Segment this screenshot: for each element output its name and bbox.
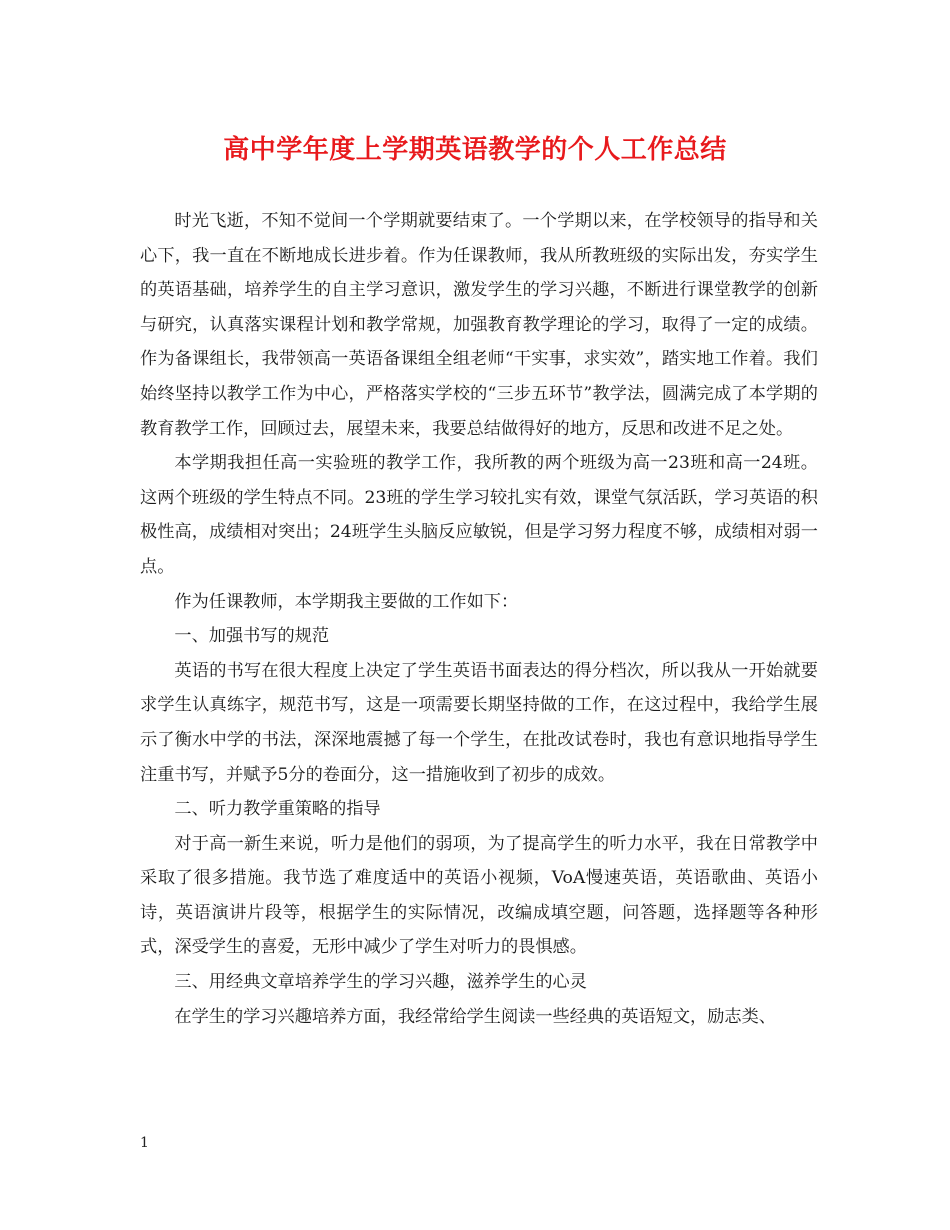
section-heading-listening: 二、听力教学重策略的指导 — [174, 799, 381, 820]
document-body — [140, 204, 818, 1034]
paragraph-intro: 时光飞逝，不知不觉间一个学期就要结束了。一个学期以来，在学校领导的指导和关心下，我一直在不断地成长进步着。作为任课教师，我从所教班级的实际出发，夯实学生的英语基础，培养学生的自主学习意识，激发学生的学习兴趣，不断进行课堂教学的创新与研究，认真落实课程计划和教学常规，加强教育教学理论的学习，取得了一定的成绩。作为备课组长，我带领高一英语备课组全组老师“干实事，求实效”，踏实地工作着。我们始终坚持以教学工作为中心，严格落实学校的“三步五环节”教学法，圆满完成了本学期的教育教学工作，回顾过去，展望未来，我要总结做得好的地方，反思和改进不足之处。 — [140, 211, 818, 439]
section-heading-writing: 一、加强书写的规范 — [174, 626, 330, 647]
paragraph-classes: 本学期我担任高一实验班的教学工作，我所教的两个班级为高一23班和高一24班。这两个班级的学生特点不同。23班的学生学习较扎实有效，课堂气氛活跃，学习英语的积极性高，成绩相对突出；24班学生头脑反应敏锐，但是学习努力程度不够，成绩相对弱一点。 — [140, 453, 818, 577]
paragraph-writing: 英语的书写在很大程度上决定了学生英语书面表达的得分档次，所以我从一开始就要求学生认真练字，规范书写，这是一项需要长期坚持做的工作，在这过程中，我给学生展示了衡水中学的书法，深深地震撼了每一个学生，在批改试卷时，我也有意识地指导学生注重书写，并赋予5分的卷面分，这一措施收到了初步的成效。 — [140, 660, 818, 785]
paragraph-work-intro: 作为任课教师，本学期我主要做的工作如下： — [174, 591, 519, 612]
paragraph-listening: 对于高一新生来说，听力是他们的弱项，为了提高学生的听力水平，我在日常教学中采取了很多措施。我节选了难度适中的英语小视频，VoA慢速英语，英语歌曲、英语小诗，英语演讲片段等，根据学生的实际情况，改编成填空题，问答题，选择题等各种形式，深受学生的喜爱，无形中减少了学生对听力的畏惧感。 — [140, 833, 818, 958]
page-number: 1 — [140, 1135, 149, 1151]
document-title: 高中学年度上学期英语教学的个人工作总结 — [223, 135, 727, 165]
paragraph-reading: 在学生的学习兴趣培养方面，我经常给学生阅读一些经典的英语短文，励志类、 — [174, 1006, 776, 1027]
section-heading-reading: 三、用经典文章培养学生的学习兴趣，滋养学生的心灵 — [174, 972, 587, 993]
